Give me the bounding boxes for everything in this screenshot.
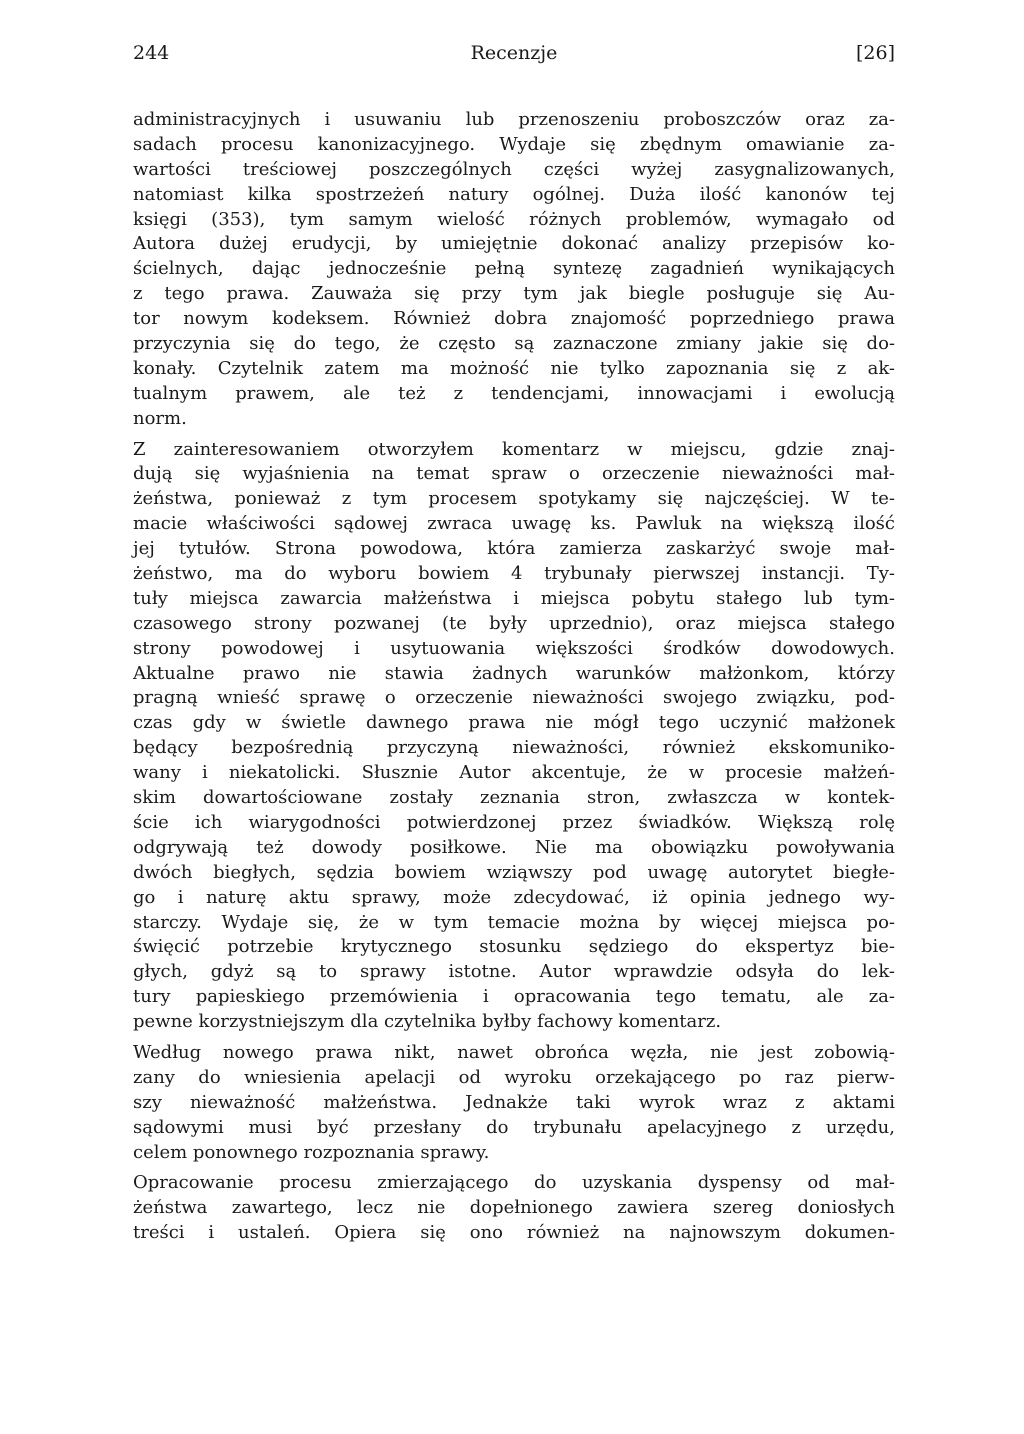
- text-line: odgrywają też dowody posiłkowe. Nie ma obowiązku powoływania: [133, 836, 895, 858]
- text-line: administracyjnych i usuwaniu lub przenoszeniu proboszczów oraz za-: [133, 109, 895, 130]
- text-line: pewne korzystniejszym dla czytelnika byłby fachowy komentarz.: [133, 1011, 722, 1033]
- text-line: Według nowego prawa nikt, nawet obrońca węzła, nie jest zobowią-: [133, 1041, 895, 1063]
- running-title: Recenzje: [470, 42, 558, 64]
- text-line: skim dowartościowane zostały zeznania stron, zwłaszcza w kontek-: [133, 787, 895, 809]
- text-line: jej tytułów. Strona powodowa, która zamierza zaskarżyć swoje mał-: [133, 538, 895, 560]
- text-line: żeństwa, ponieważ z tym procesem spotykamy się najczęściej. W te-: [133, 488, 895, 510]
- paragraph: [133, 1041, 895, 1165]
- text-line: tualnym prawem, ale też z tendencjami, innowacjami i ewolucją: [133, 382, 895, 404]
- text-line: wartości treściowej poszczególnych części wyżej zasygnalizowanych,: [133, 158, 895, 180]
- text-line: treści i ustaleń. Opiera się ono również na najnowszym dokumen-: [133, 1222, 895, 1244]
- text-line: konały. Czytelnik zatem ma możność nie tylko zapoznania się z ak-: [133, 357, 895, 379]
- text-line: tuły miejsca zawarcia małżeństwa i miejsca pobytu stałego lub tym-: [133, 587, 895, 609]
- text-line: sadach procesu kanonizacyjnego. Wydaje się zbędnym omawianie za-: [133, 133, 895, 155]
- text-line: żeństwa zawartego, lecz nie dopełnionego zawiera szereg doniosłych: [133, 1197, 895, 1219]
- paragraph: [133, 1171, 895, 1246]
- text-line: czas gdy w świetle dawnego prawa nie mógł tego uczynić małżonek: [133, 712, 895, 734]
- text-line: ścielnych, dając jednocześnie pełną syntezę zagadnień wynikających: [133, 258, 895, 280]
- text-line: pragną wnieść sprawę o orzeczenie nieważności swojego związku, pod-: [133, 687, 895, 709]
- text-line: Opracowanie procesu zmierzającego do uzyskania dyspensy od mał-: [133, 1172, 895, 1194]
- text-line: żeństwo, ma do wyboru bowiem 4 trybunały pierwszej instancji. Ty-: [133, 563, 895, 585]
- text-line: ście ich wiarygodności potwierdzonej przez świadków. Większą rolę: [133, 811, 895, 833]
- body-text: [133, 108, 895, 1252]
- text-line: tor nowym kodeksem. Również dobra znajomość poprzedniego prawa: [133, 308, 895, 330]
- paragraph: [133, 438, 895, 1035]
- text-line: celem ponownego rozpoznania sprawy.: [133, 1141, 490, 1163]
- text-line: szy nieważność małżeństwa. Jednakże taki wyrok wraz z aktami: [133, 1091, 895, 1113]
- text-line: głych, gdyż są to sprawy istotne. Autor wprawdzie odsyła do lek-: [133, 961, 895, 983]
- text-line: Aktualne prawo nie stawia żadnych warunków małżonkom, którzy: [133, 662, 895, 684]
- text-line: dwóch biegłych, sędzia bowiem wziąwszy pod uwagę autorytet biegłe-: [133, 861, 895, 883]
- text-line: macie właściwości sądowej zwraca uwagę ks. Pawluk na większą ilość: [133, 513, 895, 535]
- page-number: 244: [133, 42, 170, 64]
- text-line: będący bezpośrednią przyczyną nieważności, również ekskomuniko-: [133, 737, 895, 759]
- text-line: zany do wniesienia apelacji od wyroku orzekającego po raz pierw-: [133, 1066, 895, 1088]
- text-line: czasowego strony pozwanej (te były uprzednio), oraz miejsca stałego: [133, 612, 895, 634]
- text-line: strony powodowej i usytuowania większości środków dowodowych.: [133, 637, 895, 659]
- text-line: starczy. Wydaje się, że w tym temacie można by więcej miejsca po-: [133, 911, 895, 933]
- text-line: Z zainteresowaniem otworzyłem komentarz w miejscu, gdzie znaj-: [133, 438, 895, 460]
- text-line: wany i niekatolicki. Słusznie Autor akcentuje, że w procesie małżeń-: [133, 762, 895, 784]
- text-line: przyczynia się do tego, że często są zaznaczone zmiany jakie się do-: [133, 333, 895, 355]
- paragraph: [133, 108, 895, 432]
- text-line: go i naturę aktu sprawy, może zdecydować, iż opinia jednego wy-: [133, 886, 895, 908]
- text-line: natomiast kilka spostrzeżeń natury ogólnej. Duża ilość kanonów tej: [133, 183, 895, 205]
- text-line: z tego prawa. Zauważa się przy tym jak biegle posługuje się Au-: [133, 283, 895, 305]
- text-line: księgi (353), tym samym wielość różnych problemów, wymagało od: [133, 208, 895, 230]
- text-line: norm.: [133, 407, 187, 429]
- text-line: tury papieskiego przemówienia i opracowania tego tematu, ale za-: [133, 986, 895, 1008]
- text-line: święcić potrzebie krytycznego stosunku sędziego do ekspertyz bie-: [133, 936, 895, 958]
- text-line: dują się wyjaśnienia na temat spraw o orzeczenie nieważności mał-: [133, 463, 895, 485]
- text-line: sądowymi musi być przesłany do trybunału apelacyjnego z urzędu,: [133, 1116, 895, 1138]
- section-number: [26]: [855, 42, 895, 64]
- page-header: [133, 42, 895, 76]
- text-line: Autora dużej erudycji, by umiejętnie dokonać analizy przepisów ko-: [133, 233, 895, 255]
